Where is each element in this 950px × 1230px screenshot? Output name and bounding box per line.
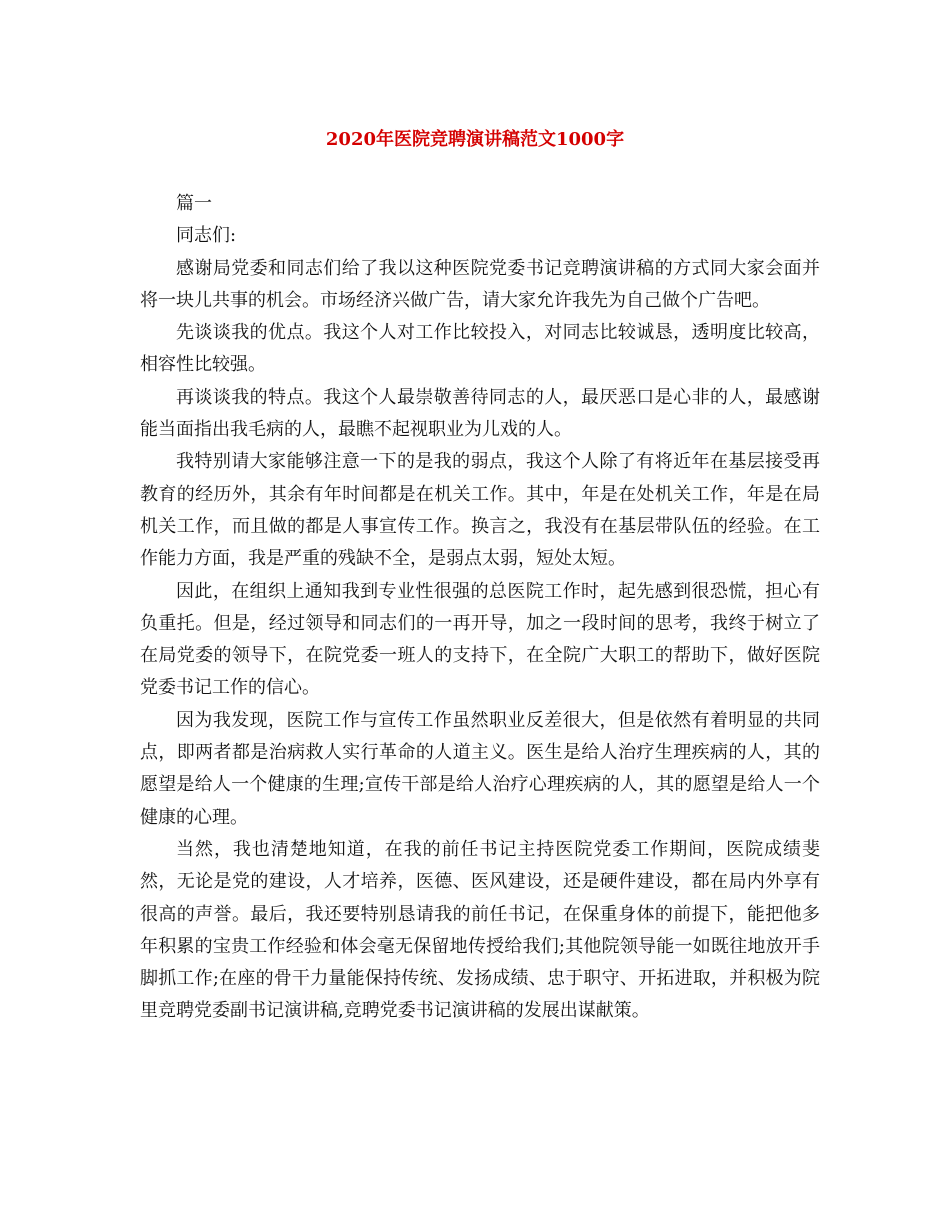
paragraph: 因此，在组织上通知我到专业性很强的总医院工作时，起先感到很恐慌，担心有负重托。但是，经过领导和同志们的一再开导，加之一段时间的思考，我终于树立了在局党委的领导下，在院党委一班人的支持下，在全院广大职工的帮助下，做好医院党委书记工作的信心。 (140, 580, 820, 699)
paragraph-salutation: 同志们: (176, 225, 237, 247)
paragraph: 先谈谈我的优点。我这个人对工作比较投入，对同志比较诚恳，透明度比较高，相容性比较强。 (140, 322, 820, 376)
paragraph: 我特别请大家能够注意一下的是我的弱点，我这个人除了有将近年在基层接受再教育的经历外，其余有年时间都是在机关工作。其中，年是在处机关工作，年是在局机关工作，而且做的都是人事宣传工作。换言之，我没有在基层带队伍的经验。在工作能力方面，我是严重的残缺不全，是弱点太弱，短处太短。 (140, 451, 820, 570)
paragraph: 当然，我也清楚地知道，在我的前任书记主持医院党委工作期间，医院成绩斐然，无论是党的建设，人才培养，医德、医风建设，还是硬件建设，都在局内外享有很高的声誉。最后，我还要特别恳请我的前任书记，在保重身体的前提下，能把他多年积累的宝贵工作经验和体会毫无保留地传授给我们;其他院领导能一如既往地放开手脚抓工作;在座的骨干力量能保持传统、发扬成绩、忠于职守、开拓进取，并积极为院里竞聘党委副书记演讲稿,竞聘党委书记演讲稿的发展出谋献策。 (140, 838, 820, 1022)
paragraph: 因为我发现，医院工作与宣传工作虽然职业反差很大，但是依然有着明显的共同点，即两者都是治病救人实行革命的人道主义。医生是给人治疗生理疾病的人，其的愿望是给人一个健康的生理;宣传干部是给人治疗心理疾病的人，其的愿望是给人一个健康的心理。 (140, 709, 820, 828)
document-title: 2020年医院竞聘演讲稿范文1000字 (325, 129, 625, 150)
document-body (140, 188, 820, 1028)
paragraph: 再谈谈我的特点。我这个人最崇敬善待同志的人，最厌恶口是心非的人，最感谢能当面指出我毛病的人，最瞧不起视职业为儿戏的人。 (140, 386, 820, 441)
paragraph: 感谢局党委和同志们给了我以这种医院党委书记竞聘演讲稿的方式同大家会面并将一块儿共事的机会。市场经济兴做广告，请大家允许我先为自己做个广告吧。 (140, 257, 820, 311)
paragraph-section-label: 篇一 (176, 193, 212, 214)
